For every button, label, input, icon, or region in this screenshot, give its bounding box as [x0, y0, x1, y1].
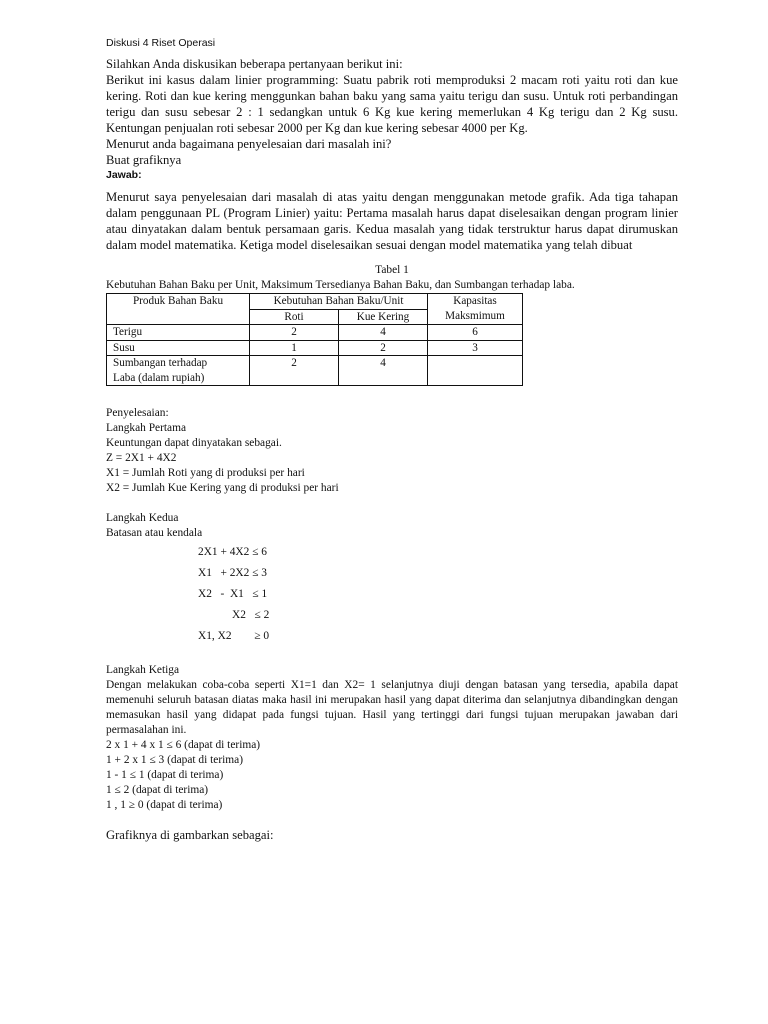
table-cell-label — [107, 356, 250, 386]
step3-body: Dengan melakukan coba-coba seperti X1=1 dan X2= 1 selanjutnya diuji dengan batasan yang tersedia, apabila dapat memenuhi seluruh batasan diatas maka hasil ini merupakan hasil yang dapat diterima dan selanjutnya dibandingkan dengan memasukan hasil yang didapat pada fungsi tujuan. Hasil yang tertinggi dari fungsi tujuan merupakan jawaban dari permasalahan ini. — [106, 679, 678, 736]
step3-heading: Langkah Ketiga — [106, 664, 180, 676]
solution-label: Penyelesaian: — [106, 407, 169, 419]
requirements-table — [106, 293, 523, 386]
table-header-product: Produk Bahan Baku — [107, 294, 250, 325]
check-line: 1 , 1 ≥ 0 (dapat di terima) — [106, 799, 223, 811]
table-cell-kue: 4 — [339, 325, 428, 341]
objective-function: Z = 2X1 + 4X2 — [106, 452, 177, 464]
table-header-capacity — [428, 294, 523, 325]
table-header-kue: Kue Kering — [339, 309, 428, 325]
constraint-line: X1, X2 ≥ 0 — [198, 630, 270, 642]
answer-body: Menurut saya penyelesaian dari masalah di atas yaitu dengan menggunakan metode grafik. Ada tiga tahapan dalam penggunaan PL (Program Linier) yaitu: Pertama masalah harus dapat diselesaikan dengan program linier atau dinyatakan dalam bentuk persamaan garis. Kedua masalah yang tidak terstruktur harus dapat dirumuskan dalam model matematika. Ketiga model diselesaikan sesuai dengan model matematika yang telah dibuat — [106, 190, 678, 252]
step1-line1: Keuntungan dapat dinyatakan sebagai. — [106, 437, 282, 449]
x1-definition: X1 = Jumlah Roti yang di produksi per hari — [106, 467, 305, 479]
check-line: 2 x 1 + 4 x 1 ≤ 6 (dapat di terima) — [106, 739, 261, 751]
table-cell-roti: 1 — [250, 340, 339, 356]
x2-definition: X2 = Jumlah Kue Kering yang di produksi per hari — [106, 482, 339, 494]
constraint-line: X1 + 2X2 ≤ 3 — [198, 567, 267, 579]
graph-intro: Grafiknya di gambarkan sebagai: — [106, 828, 274, 842]
table-cell-label: Terigu — [107, 325, 250, 341]
check-line: 1 ≤ 2 (dapat di terima) — [106, 784, 209, 796]
table-cell-cap: 3 — [428, 340, 523, 356]
table-row — [107, 325, 523, 341]
constraint-line: X2 - X1 ≤ 1 — [198, 588, 268, 600]
profit-label-line1: Sumbangan terhadap — [113, 357, 208, 369]
table-cell-roti: 2 — [250, 325, 339, 341]
table-cell-kue: 2 — [339, 340, 428, 356]
document-title: Diskusi 4 Riset Operasi — [106, 37, 216, 49]
question-graph: Buat grafiknya — [106, 153, 182, 167]
question-ask: Menurut anda bagaimana penyelesaian dari masalah ini? — [106, 137, 392, 151]
table-header-capacity-line1: Kapasitas — [453, 295, 497, 307]
check-line: 1 + 2 x 1 ≤ 3 (dapat di terima) — [106, 754, 243, 766]
table-cell-kue: 4 — [339, 356, 428, 386]
table-header-row — [107, 294, 523, 310]
table-cell-label: Susu — [107, 340, 250, 356]
constraint-line: X2 ≤ 2 — [232, 609, 270, 621]
step2-heading: Langkah Kedua — [106, 512, 179, 524]
table-caption: Kebutuhan Bahan Baku per Unit, Maksimum Tersedianya Bahan Baku, dan Sumbangan terhadap laba. — [106, 279, 575, 291]
question-body: Berikut ini kasus dalam linier programming: Suatu pabrik roti memproduksi 2 macam roti yaitu roti dan kue kering. Roti dan kue kering menggunkan bahan baku yang sama yaitu terigu dan susu. Untuk roti perbandingan terigu dan susu sebesar 2 : 1 sedangkan untuk 6 Kg kue kering memerlukan 4 Kg terigu dan 2 Kg susu. Kentungan penjualan roti sebesar 2000 per Kg dan kue kering sebesar 4000 per Kg. — [106, 73, 678, 135]
table-cell-roti: 2 — [250, 356, 339, 386]
question-intro: Silahkan Anda diskusikan beberapa pertanyaan berikut ini: — [106, 57, 403, 71]
table-row — [107, 340, 523, 356]
table-number: Tabel 1 — [375, 264, 409, 276]
checks-list — [106, 738, 678, 813]
profit-label-line2: Laba (dalam rupiah) — [113, 371, 205, 384]
table-row — [107, 356, 523, 386]
table-header-roti: Roti — [250, 309, 339, 325]
constraint-line: 2X1 + 4X2 ≤ 6 — [198, 546, 267, 558]
table-cell-cap: 6 — [428, 325, 523, 341]
check-line: 1 - 1 ≤ 1 (dapat di terima) — [106, 769, 224, 781]
answer-label: Jawab: — [106, 169, 142, 181]
step1-heading: Langkah Pertama — [106, 422, 187, 434]
table-cell-cap — [428, 356, 523, 386]
table-header-capacity-line2: Maksmimum — [445, 309, 505, 322]
document-page — [106, 36, 678, 843]
table-header-need: Kebutuhan Bahan Baku/Unit — [250, 294, 428, 310]
constraints-list — [106, 542, 678, 647]
step2-line1: Batasan atau kendala — [106, 527, 203, 539]
